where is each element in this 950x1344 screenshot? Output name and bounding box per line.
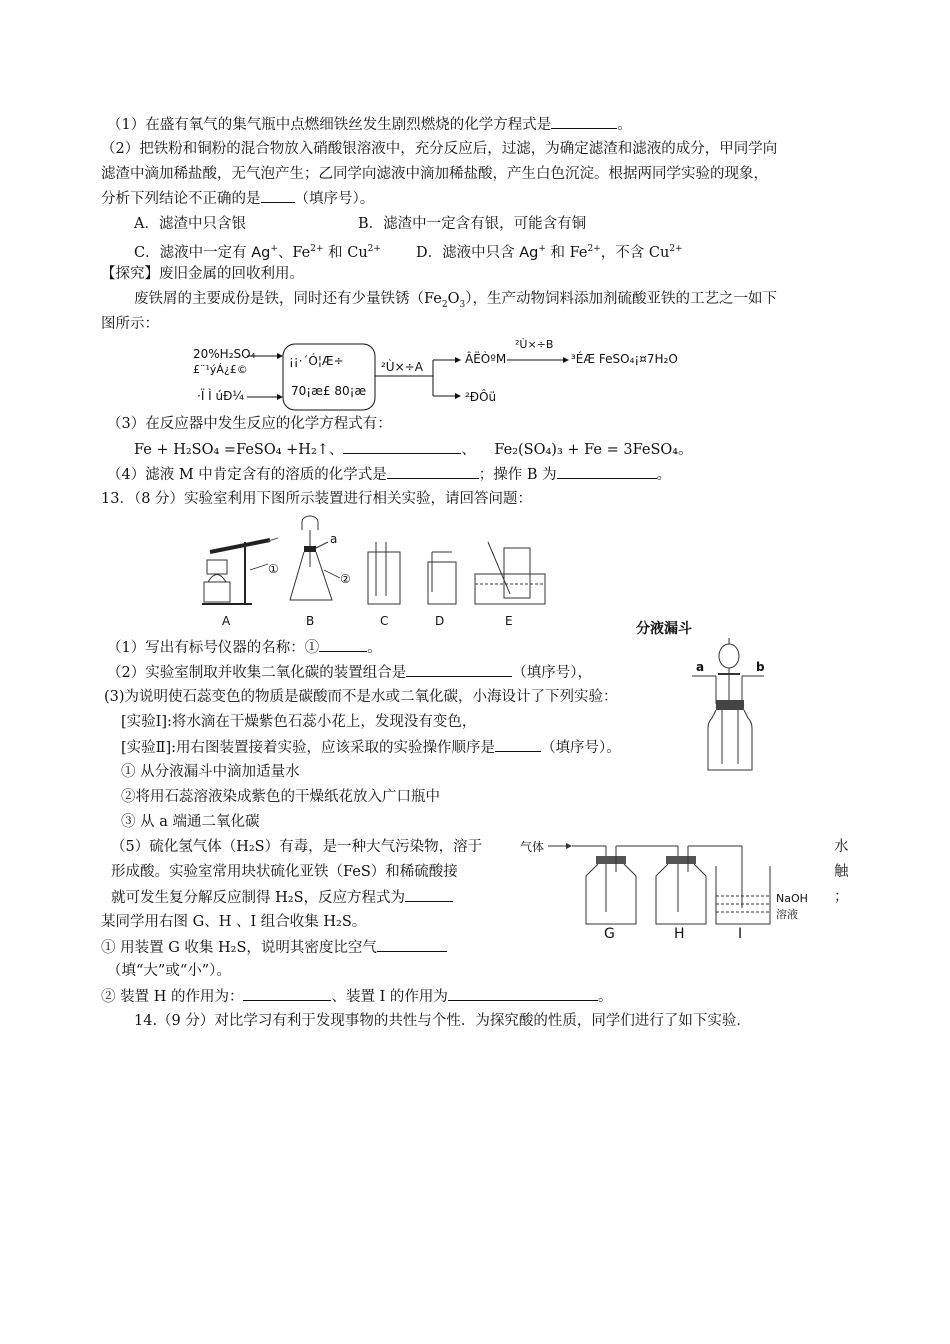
emphasis-text: 不正确 [188, 191, 232, 207]
q13-part5-sub1-note: （填“大”或“小”）。 [107, 963, 231, 979]
explore-heading: 【探究】废旧金属的回收利用。 [101, 266, 304, 282]
experiment-2: [实验Ⅱ]:用右图装置接着实验，应该采取的实验操作顺序是 （填序号）。 [121, 737, 621, 758]
naoh-label: NaOH [776, 892, 808, 905]
label-g: G [604, 926, 615, 942]
experiment-1: [实验Ⅰ]:将水滴在干燥紫色石蕊小花上，发现没有变色， [121, 714, 477, 730]
answer-blank[interactable] [557, 464, 657, 479]
q13-part5-line3: 就可发生复分解反应制得 H₂S，反应方程式为 [111, 887, 453, 908]
answer-blank[interactable] [405, 887, 453, 902]
label-i: I [738, 926, 743, 942]
option-c: C．滤液中一定有 Ag+、$Fe^{2+}$ 和 $Cu^{2+}$ [134, 244, 381, 261]
flow-reactor-label: ¡¡·´Ó¦Æ÷ [289, 354, 344, 368]
funnel-label: 分液漏斗 [636, 621, 692, 637]
solution-label: 溶液 [776, 908, 798, 921]
q12-equations: Fe + H₂SO₄ =FeSO₄ +H₂↑、 、 Fe₂(SO₄)₃ + Fe = 3FeSO₄。 [134, 439, 693, 460]
intro-line2: 图所示： [101, 316, 159, 332]
flow-filtrate-m: ÂËÒºM [465, 352, 507, 366]
port-b-label: b [756, 660, 765, 674]
flow-input-acid-note: £¨¹ýÁ¿£© [193, 363, 248, 376]
flow-input-acid: 20%H₂SO₄ [193, 347, 256, 361]
intro-line1: 废铁屑的主要成份是铁，同时还有少量铁锈$(Fe_2O_3)$，生产动物饲料添加剂硫酸亚铁的工艺之一如下 [134, 291, 777, 310]
answer-blank[interactable] [377, 937, 447, 952]
answer-blank[interactable] [387, 464, 479, 479]
apparatus-drawing [190, 512, 555, 632]
port-a-label: a [696, 660, 705, 674]
mark-2: ② [340, 572, 351, 586]
q13-part5-sub1: ① 用装置 G 收集 H₂S，说明其密度比空气 [101, 937, 447, 958]
answer-blank[interactable] [448, 986, 598, 1001]
q13-part2: （2）实验室制取并收集二氧化碳的装置组合是 （填序号）， [107, 662, 592, 683]
funnel-apparatus-figure [632, 614, 770, 774]
answer-blank[interactable] [495, 737, 541, 752]
mark-a: a [330, 532, 338, 546]
q12-part4: （4）滤液 M 中肯定含有的溶质的化学式是 ；操作 B 为 。 [107, 464, 671, 485]
option-a: A．滤渣中只含银 [134, 216, 246, 232]
q13-part5-line1: （5）硫化氢气体（H₂S）有毒，是一种大气污染物，溶于 [111, 839, 483, 855]
label-a: A [222, 614, 231, 628]
answer-blank[interactable] [551, 114, 617, 129]
ghi-apparatus-figure [520, 832, 820, 944]
step-2: ②将用石蕊溶液染成紫色的干燥纸花放入广口瓶中 [121, 789, 440, 805]
q14-heading: 14.（9 分）对比学习有利于发现事物的共性与个性．为探究酸的性质，同学们进行了如下实验． [134, 1013, 751, 1029]
label-e: E [505, 614, 513, 628]
q12-part3: （3）在反应器中发生反应的化学方程式有： [107, 416, 392, 432]
answer-blank[interactable] [319, 637, 367, 652]
q12-part2-line3: 分析下列结论不正确的是 （填序号）。 [101, 188, 374, 209]
answer-blank[interactable] [243, 986, 331, 1001]
funnel-drawing [632, 614, 770, 774]
q12-part1: （1）在盛有氧气的集气瓶中点燃细铁丝发生剧烈燃烧的化学方程式是 。 [107, 114, 632, 135]
q13-part5-line2-end: 触 [834, 864, 849, 880]
q13-part5-sub2: ② 装置 H 的作用为： 、装置 I 的作用为 。 [101, 986, 612, 1007]
flow-reactor-temp: 70¡æ£ 80¡æ [291, 384, 367, 398]
q13-heading: 13．（8 分）实验室利用下图所示装置进行相关实验，请回答问题： [101, 491, 533, 507]
q13-part5-line1-end: 水 [834, 839, 849, 855]
q13-part5-line3-end: ； [834, 889, 849, 905]
flow-product: ³ÉÆ FeSO₄¡¤7H₂O [571, 352, 678, 366]
q13-part3: (3)为说明使石蕊变色的物质是碳酸而不是水或二氧化碳，小海设计了下列实验： [104, 689, 618, 705]
process-flow-diagram [185, 338, 705, 414]
q13-part5-line4: 某同学用右图 G、H 、I 组合收集 H₂S。 [101, 914, 367, 930]
step-1: ① 从分液漏斗中滴加适量水 [121, 764, 300, 780]
flow-operation-b: ²Ù×÷B [515, 338, 554, 351]
gas-label: 气体 [520, 840, 545, 854]
label-b: B [306, 614, 315, 628]
q12-part2-line1: （2）把铁粉和铜粉的混合物放入硝酸银溶液中，充分反应后，过滤，为确定滤渣和滤液的成分，甲同学向 [101, 141, 778, 157]
q13-part1: （1）写出有标号仪器的名称：① 。 [107, 637, 382, 658]
flow-operation-a: ²Ù×÷A [381, 360, 423, 374]
label-h: H [674, 926, 685, 942]
step-3: ③ 从 a 端通二氧化碳 [121, 814, 260, 830]
answer-blank[interactable] [343, 439, 461, 454]
option-d: D．滤液中只含 Ag+ 和 $Fe^{2+}$，不含 $Cu^{2+}$ [416, 244, 683, 261]
q12-part2-line2: 滤渣中滴加稀盐酸，无气泡产生；乙同学向滤液中滴加稀盐酸，产生白色沉淀。根据两同学实验的现象， [101, 166, 768, 182]
apparatus-figure-abcde [190, 512, 555, 632]
flow-input-scrap: ·Ï Ì úÐ¼ [197, 389, 245, 403]
q13-part5-line2: 形成酸。实验室常用块状硫化亚铁（FeS）和稀硫酸接 [111, 864, 458, 880]
label-c: C [380, 614, 389, 628]
mark-1: ① [268, 562, 279, 576]
answer-blank[interactable] [261, 188, 295, 203]
flow-residue: ²ÐÔü [465, 390, 497, 404]
label-d: D [435, 614, 445, 628]
ghi-drawing [520, 832, 820, 944]
answer-blank[interactable] [406, 662, 512, 677]
option-b: B．滤渣中一定含有银，可能含有铜 [358, 216, 587, 232]
